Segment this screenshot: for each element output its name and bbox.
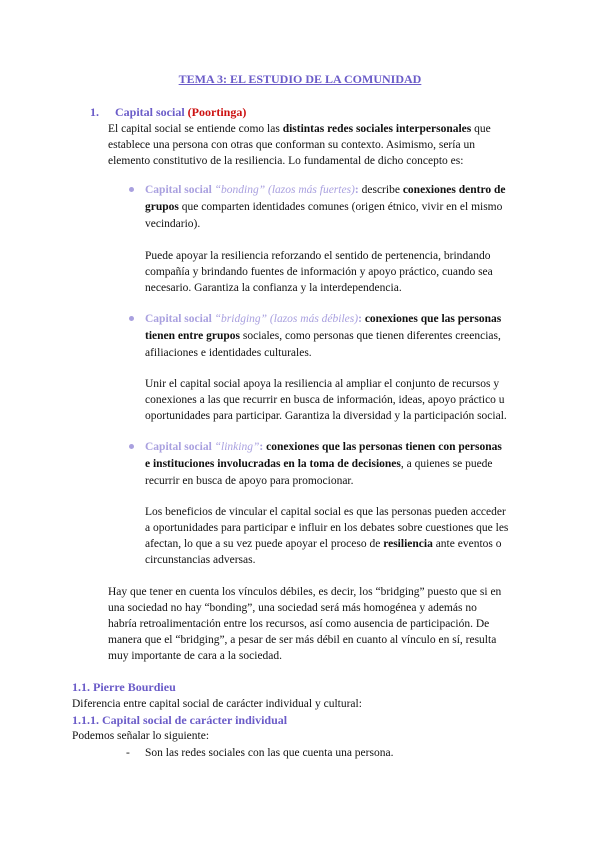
linking-para-line: afectan, lo que a su vez puede apoyar el proceso de resiliencia ante eventos o [145,538,502,550]
linking-para-line: circunstancias adversas. [145,554,256,566]
intro-line-1: El capital social se entiende como las distintas redes sociales interpersonales que [108,123,491,135]
linking-line-2: e instituciones involucradas en la toma de decisiones, a quienes se puede [145,458,493,470]
bonding-para-line: Puede apoyar la resiliencia reforzando el sentido de pertenencia, brindando [145,250,491,262]
linking-para-line: Los beneficios de vincular el capital social es que las personas pueden acceder [145,506,506,518]
summary-line: muy importante de cara a la sociedad. [108,650,283,662]
bridging-line-2: tienen entre grupos sociales, como personas que tienen diferentes creencias, [145,330,501,342]
bullet-icon [129,444,134,449]
bonding-line-3: vecindario). [145,218,201,230]
subsection-text: Diferencia entre capital social de carácter individual y cultural: [72,698,362,710]
section-heading [90,105,246,120]
linking-line-1: Capital social “linking”: conexiones que las personas tienen con personas [145,441,502,453]
bonding-para-line: compañía y brindando fuentes de información y apoyo práctico, cuando sea [145,266,493,278]
section-number: 1. [90,105,99,119]
bridging-line-3: afiliaciones e identidades culturales. [145,347,312,359]
summary-line: manera que el “bridging”, a pesar de ser más débil en cuanto al vínculo en sí, resulta [108,634,497,646]
section-author: (Poortinga) [187,105,247,119]
section-title: Capital social [115,105,185,119]
summary-line: habría retroalimentación entre los recursos, así como ausencia de participación. De [108,618,490,630]
page-title: TEMA 3: EL ESTUDIO DE LA COMUNIDAD [178,72,422,86]
bridging-line-1: Capital social “bridging” (lazos más débiles): conexiones que las personas [145,313,502,325]
intro-line-3: elemento constitutivo de la resiliencia. Lo fundamental de dicho concepto es: [108,155,464,167]
intro-line-2: establece una persona con otras que conforman su contexto. Asimismo, sería un [108,139,475,151]
linking-para-line: a oportunidades para participar e influir en los debates sobre cuestiones que les [145,522,509,534]
linking-line-3: recurrir en busca de apoyo para promocionar. [145,475,354,487]
bonding-para-line: necesario. Garantiza la confianza y la interdependencia. [145,282,402,294]
summary-line: Hay que tener en cuenta los vínculos débiles, es decir, los “bridging” puesto que si en [108,586,502,598]
subsubsection-heading: 1.1.1. Capital social de carácter individual [72,713,288,727]
dash-bullet: - [126,747,130,759]
bullet-icon [129,316,134,321]
bonding-line-1: Capital social “bonding” (lazos más fuertes): describe conexiones dentro de [145,184,506,196]
bridging-para-line: Unir el capital social apoya la resiliencia al ampliar el conjunto de recursos y [145,378,500,390]
dash-item: Son las redes sociales con las que cuenta una persona. [145,747,394,759]
bridging-para-line: oportunidades para participar. Garantiza la diversidad y la participación social. [145,410,507,422]
bonding-line-2: grupos que comparten identidades comunes (origen étnico, vivir en el mismo [145,201,503,213]
subsection-heading: 1.1. Pierre Bourdieu [72,680,176,694]
bullet-icon [129,187,134,192]
summary-line: una sociedad no hay “bonding”, una sociedad será más homogénea y además no [108,602,477,614]
bridging-para-line: conexiones a las que recurrir en busca de información, ideas, apoyo práctico u [145,394,505,406]
subsubsection-text: Podemos señalar lo siguiente: [72,730,210,742]
